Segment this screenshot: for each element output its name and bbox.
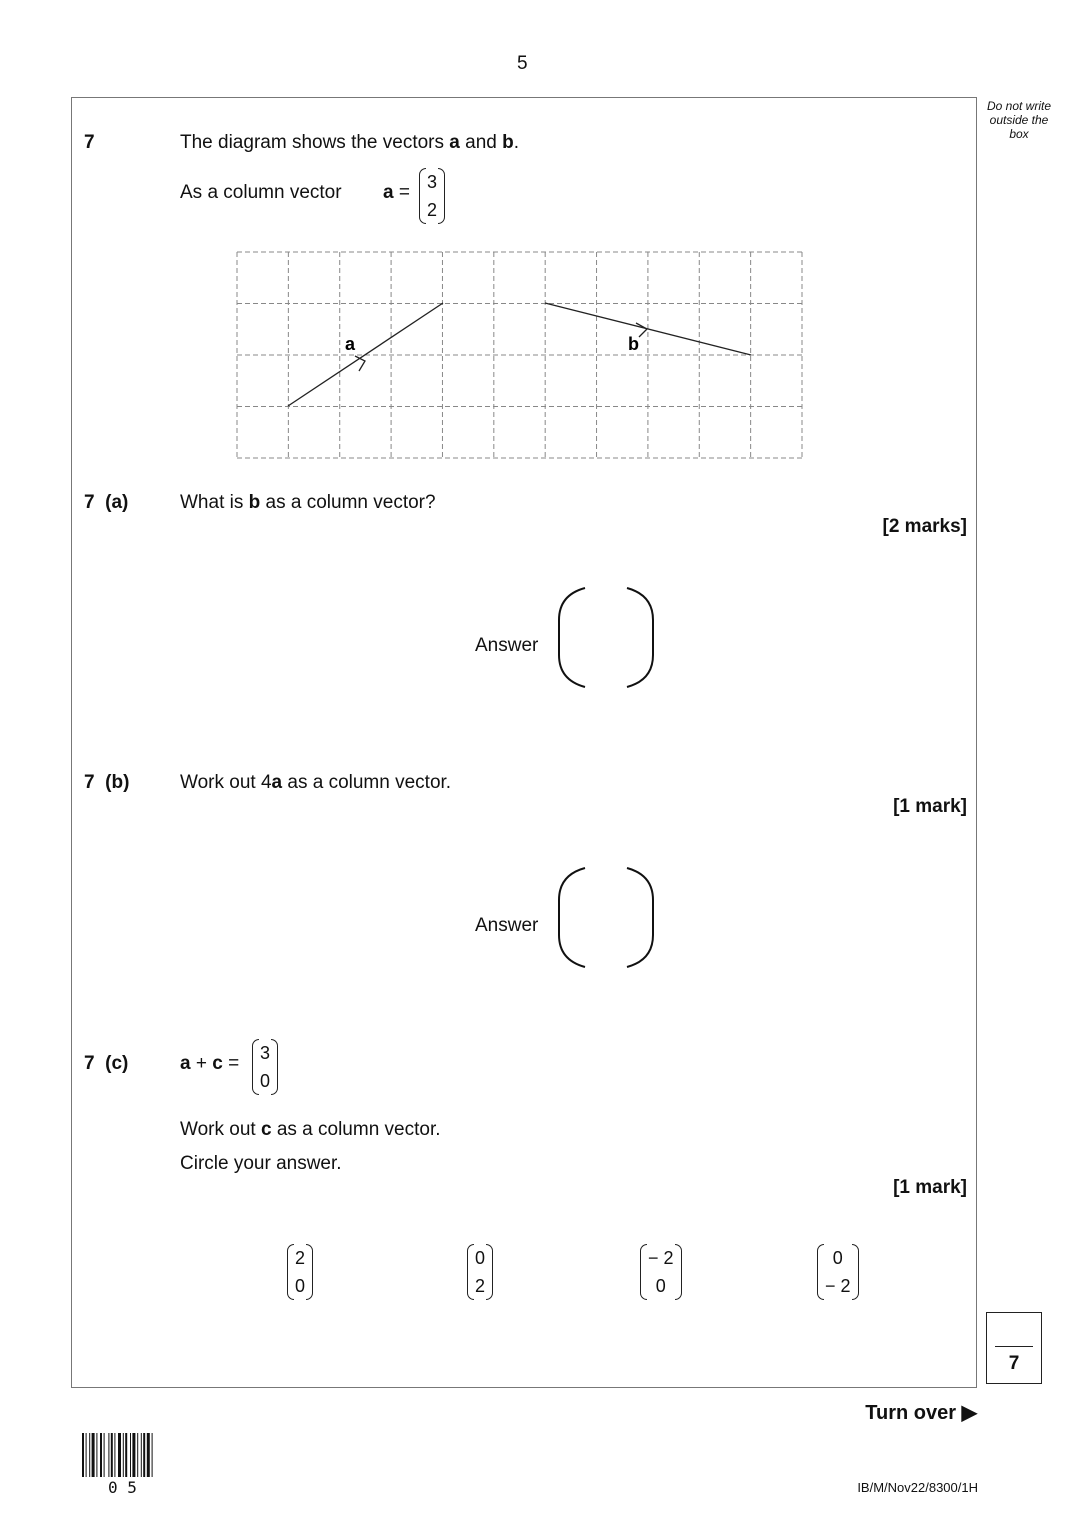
- p-bold: a: [271, 772, 283, 793]
- option-1[interactable]: [287, 1244, 313, 1300]
- p: Work out 4: [180, 772, 272, 793]
- part-b-letter: (b): [105, 772, 130, 793]
- p-post: as a column vector.: [276, 1119, 441, 1140]
- eq-c: c: [212, 1053, 223, 1074]
- part-a-number: [84, 492, 128, 514]
- opt4-top: 0: [832, 1248, 843, 1268]
- option-2[interactable]: [467, 1244, 493, 1300]
- eq-bottom: 0: [260, 1071, 271, 1091]
- a-label: a: [383, 182, 394, 203]
- part-c-number: [84, 1053, 128, 1075]
- opt4-bottom: − 2: [825, 1276, 851, 1296]
- opt1-bottom: 0: [295, 1276, 306, 1296]
- a-top: 3: [427, 172, 438, 192]
- column-label: As a column vector: [180, 182, 342, 203]
- barcode-icon: [82, 1433, 180, 1479]
- eq-equals: =: [228, 1053, 240, 1074]
- part-a-q: 7: [84, 492, 95, 513]
- opt3-top: − 2: [648, 1248, 674, 1268]
- eq-plus: +: [195, 1053, 207, 1074]
- intro-b: b: [502, 132, 514, 153]
- part-c-q: 7: [84, 1053, 95, 1074]
- p: Work out: [180, 1119, 256, 1140]
- part-b-number: [84, 772, 129, 794]
- eq-top: 3: [260, 1043, 271, 1063]
- vector-a-arrow: [355, 356, 365, 371]
- equals: =: [398, 182, 410, 203]
- opt1-top: 2: [295, 1248, 306, 1268]
- part-c-equation: [180, 1053, 239, 1075]
- part-c-marks: [1 mark]: [893, 1177, 967, 1198]
- p-post: as a column vector?: [265, 492, 436, 513]
- opt2-top: 0: [475, 1248, 486, 1268]
- a-bottom: 2: [427, 200, 438, 220]
- turn-over: Turn over ▶: [865, 1402, 977, 1424]
- part-c-instruction: Circle your answer.: [180, 1153, 342, 1174]
- intro-a: a: [449, 132, 460, 153]
- intro-text: The diagram shows the vectors: [180, 132, 445, 153]
- p-bold: c: [260, 1119, 272, 1140]
- part-b-answer-brackets[interactable]: [555, 865, 659, 971]
- question-number: 7: [84, 132, 95, 153]
- intro-and: and: [465, 132, 497, 153]
- p-post: as a column vector.: [287, 772, 452, 793]
- a-equation: [383, 182, 410, 204]
- score-box: [986, 1312, 1042, 1384]
- part-a-prompt: [180, 492, 436, 514]
- eq-a: a: [180, 1053, 191, 1074]
- part-a-marks: [2 marks]: [882, 516, 967, 537]
- eq-column-vector: [252, 1039, 278, 1095]
- option-3[interactable]: [640, 1244, 682, 1300]
- part-b-answer-label: Answer: [475, 915, 539, 936]
- paper-code: IB/M/Nov22/8300/1H: [857, 1480, 978, 1495]
- part-a-letter: (a): [105, 492, 129, 513]
- part-a-answer-label: Answer: [475, 635, 539, 656]
- barcode-number: 0 5: [108, 1478, 137, 1497]
- vector-grid-diagram: [230, 245, 810, 465]
- opt3-bottom: 0: [655, 1276, 666, 1296]
- intro-end: .: [513, 132, 520, 153]
- p: What is: [180, 492, 244, 513]
- opt2-bottom: 2: [475, 1276, 486, 1296]
- margin-note: Do not write outside the box: [986, 99, 1052, 141]
- score-total: 7: [1008, 1353, 1020, 1374]
- part-b-q: 7: [84, 772, 95, 793]
- a-column-vector: [419, 168, 445, 224]
- part-b-prompt: [180, 772, 451, 794]
- part-c-letter: (c): [105, 1053, 129, 1074]
- option-4[interactable]: [817, 1244, 859, 1300]
- part-c-prompt: [180, 1119, 441, 1141]
- score-line: [995, 1346, 1033, 1347]
- part-a-answer-brackets[interactable]: [555, 585, 659, 691]
- p-bold: b: [248, 492, 261, 513]
- question-intro: [180, 132, 519, 154]
- part-b-marks: [1 mark]: [893, 796, 967, 817]
- page-number: 5: [517, 53, 528, 74]
- label-b: b: [628, 334, 639, 354]
- label-a: a: [345, 334, 356, 354]
